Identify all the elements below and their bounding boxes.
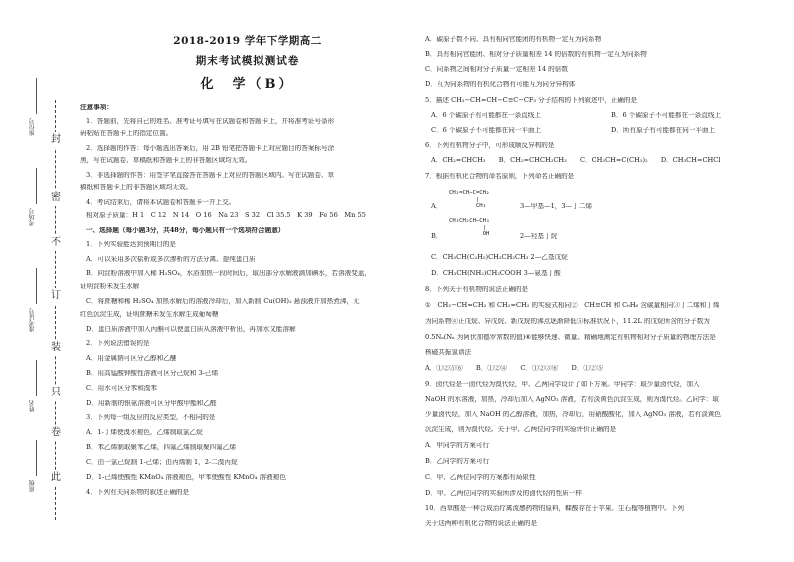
- structure-formula-b: CH₃CH₂CH−CH₃ | OH: [449, 218, 490, 238]
- text-line: C．用水可区分苯和溴苯: [86, 385, 157, 392]
- text-line: 10．西草酸是一种合成治疗禽流感药物的原料，鞣酸存在于苹果、生石榴等植物中。下列: [425, 505, 684, 512]
- binding-field-label: 准考证号: [29, 308, 36, 332]
- text-line: 为同系物④正戊烷、异戊烷、新戊烷的沸点逐渐降低⑤标准状况下，11.2L 的戊烷所含的分子数为: [425, 318, 710, 325]
- binding-field-blank[interactable]: [36, 78, 37, 114]
- text-line: 1．答题前，先将自己的姓名、准考证号填写在试题卷和答题卡上，并将准考证号条形: [86, 118, 335, 125]
- text-line: 核磁共振氢谱法: [425, 349, 472, 356]
- text-line: D．CH₃CH(NH₂)CH₂COOH 3—氨基丁酸: [431, 270, 561, 277]
- text-line: C．6 个碳原子不可能都在同一平面上: [431, 127, 542, 134]
- text-line: ① CH₃−CH=CH₂ 和 CH₂=CH₂ 的实验式相同② CH≡CH 和 C₆H₆ 含碳量相同③丁二烯和丁烯: [425, 302, 720, 309]
- text-line: 2．下列说法错误的是: [86, 340, 150, 347]
- text-line: 稿纸和答题卡上的非答题区域均无效。: [80, 184, 193, 191]
- text-line: 4．下列有关同系物的叙述正确的是: [86, 489, 190, 496]
- binding-field-blank[interactable]: [36, 168, 37, 204]
- text-line: B．具有相同官能团、相对分子质量相差 14 的倍数的有机物一定互为同系物: [425, 51, 647, 58]
- binding-field-label: 姓名: [29, 400, 36, 412]
- text-line: A．用金属钠可区分乙醇和乙醚: [86, 355, 177, 362]
- seal-char: 此: [48, 470, 64, 486]
- text-line: 相对原子质量：H 1 C 12 N 14 O 16 Na 23 S 32 Cl 35.5 K 39 Fe 56 Mn 55: [86, 212, 366, 219]
- seal-char: 卷: [48, 425, 64, 441]
- text-line: D．1-己烯使酸性 KMnO₄ 溶液褪色，甲苯使酸性 KMnO₄ 溶液褪色: [86, 474, 286, 481]
- text-line: 证明淀粉未发生水解: [80, 283, 140, 290]
- text-line: A．可以采用多次盐析或多次渗析的方法分离、提纯蛋白质: [86, 256, 256, 263]
- text-line: 3．非选择题的作答：用签字笔直接答在答题卡上对应的答题区域内。写在试题卷、草: [86, 172, 335, 179]
- text-line: D．所有原子有可能都在同一平面上: [611, 127, 716, 134]
- text-line: 9．卤代烃是一卤代烃为溴代烃，甲、乙两同学设计了如下方案。甲同学：取少量卤代烃，加入: [425, 381, 700, 388]
- structure-formula-a: CH₂=CH−C=CH₂ | CH₃: [449, 190, 490, 210]
- binding-field-blank[interactable]: [36, 440, 37, 476]
- text-line: 2—羟基丁烷: [520, 233, 558, 240]
- subject-title: 化 学（B）: [200, 77, 295, 92]
- seal-char: 订: [48, 288, 64, 304]
- text-line: NaOH 的水溶液，加热，冷却后加入 AgNO₃ 溶液，若有淡黄色沉淀生成，则为溴代烃。乙同学：取: [425, 396, 719, 403]
- text-line: A．: [431, 203, 443, 210]
- text-line: D．互为同系物的有机化合物有可能互为同分异构体: [425, 81, 576, 88]
- text-line: C．同系物之间相对分子质量一定相差 14 的倍数: [425, 66, 568, 73]
- seal-char: 封: [48, 132, 64, 148]
- seal-char: 密: [48, 190, 64, 206]
- text-line: A．碳原子数不同、具有相同官能团的有机物一定互为同系物: [425, 36, 602, 43]
- text-line: 3—甲基—1，3—丁二烯: [520, 203, 592, 210]
- text-line: B．向淀粉溶液中加入稀 H₂SO₄，水浴加热一段时间后，取出部分水解液滴加碘水，若溶液变蓝，: [86, 270, 372, 277]
- text-line: B．用高锰酸钾酸性溶液可区分己烷和 3-己烯: [86, 370, 219, 377]
- text-line: A．1-丁烯使溴水褪色，乙烯制取氯乙烷: [86, 429, 203, 436]
- text-line: 2．选择题的作答：每小题选出答案后，用 2B 铅笔把答题卡上对应题目的答案标号涂: [86, 145, 335, 152]
- text-line: A．CH₂=CHCH₃ B．CH₂=CHCH₂CH₃ C．CH₃CH=C(CH₃)₂ D．CH₃CH=CHCl: [431, 157, 721, 164]
- text-line: 一、选择题（每小题3分，共48分，每小题只有一个选项符合题意）: [86, 227, 285, 234]
- text-line: 红色沉淀生成，证明蔗糖未发生水解生成葡萄糖: [80, 311, 219, 318]
- text-line: B．: [431, 233, 443, 240]
- text-line: B．6 个碳原子不可能都在一条直线上: [611, 112, 722, 119]
- exam-name-title: 期末考试模拟测试卷: [195, 55, 300, 67]
- seal-char: 只: [48, 385, 64, 401]
- text-line: B．苯乙烯制取聚苯乙烯，四氟乙烯制取聚四氟乙烯: [86, 444, 236, 451]
- text-line: 8．下列关于有机物的说法正确的是: [425, 286, 529, 293]
- binding-field-label: 考场号: [29, 208, 36, 226]
- binding-field-label: 班级: [29, 480, 36, 492]
- exam-year-title: 2018-2019 学年下学期高二: [173, 35, 322, 47]
- text-line: 5．描述 CH₃−CH=CH−C≡C−CF₃ 分子结构的下列叙述中，正确的是: [425, 97, 638, 104]
- text-line: D．蛋白质溶液中加入丙酮可以使蛋白质从溶液中析出，再加水又能溶解: [86, 326, 296, 333]
- text-line: 6．下列有机物分子中，可形成顺反异构的是: [425, 142, 555, 149]
- text-line: 关于这两种有机化合物的说法正确的是: [425, 520, 538, 527]
- binding-field-blank[interactable]: [36, 268, 37, 304]
- text-line: 少量卤代烃，加入 NaOH 的乙醇溶液，加热，冷却后，用硝酸酸化，加入 AgNO₃ 溶液，若有淡黄色: [425, 411, 722, 418]
- text-line: 3．下列每一组反应的反应类型，不相同的是: [86, 414, 216, 421]
- text-line: 0.5Nₐ(Nₐ 为阿伏加德罗常数的值)⑥能够快速、微量、精确地测定有机物相对分子质量的物理方法是: [425, 334, 716, 341]
- seal-line: [55, 100, 56, 520]
- text-line: 4．考试结束后，请将本试题卷和答题卡一并上交。: [86, 199, 236, 206]
- text-line: D．甲、乙两位同学的实验所涉及的卤代烃的性质一样: [425, 490, 582, 497]
- text-line: 7．根据有机化合物的命名原则，下列命名正确的是: [425, 173, 575, 180]
- text-line: 码粘贴在答题卡上的指定位置。: [80, 130, 173, 137]
- text-line: 注意事项：: [80, 104, 113, 111]
- text-line: 沉淀生成，则为溴代烃。关于甲、乙两位同学的实验评价正确的是: [425, 426, 617, 433]
- binding-field-blank[interactable]: [36, 360, 37, 396]
- seal-char: 装: [48, 340, 64, 356]
- text-line: D．用新制的银氨溶液可区分甲酸甲酯和乙醛: [86, 400, 217, 407]
- text-line: C．甲、乙两位同学的方案都有局限性: [425, 474, 536, 481]
- text-line: 黑，写在试题卷、草稿纸和答题卡上的非答题区域均无效。: [80, 157, 252, 164]
- text-line: C．将蔗糖和稀 H₂SO₄ 加热水解后的溶液冷却后，加入新制 Cu(OH)₂ 悬浊液并加热煮沸，无: [86, 298, 360, 305]
- seal-char: 不: [48, 235, 64, 251]
- binding-field-label: 座位号: [29, 118, 36, 136]
- text-line: B．乙同学的方案可行: [425, 458, 490, 465]
- text-line: A．6 个碳原子有可能都在一条直线上: [431, 112, 541, 119]
- text-line: A．甲同学的方案可行: [425, 442, 490, 449]
- text-line: 1．下列实验能达到预期目的是: [86, 241, 176, 248]
- binding-margin: [14, 40, 74, 550]
- text-line: C．CH₃CH(C₂H₅)CH₂CH₂CH₃ 2—乙基戊烷: [431, 254, 568, 261]
- text-line: A．①②⑤⑥ B．①②④ C．①②③⑥ D．①②⑤: [425, 365, 604, 372]
- text-line: C．由一氯己烷制 1-己烯；由丙烯制 1，2-二溴丙烷: [86, 459, 238, 466]
